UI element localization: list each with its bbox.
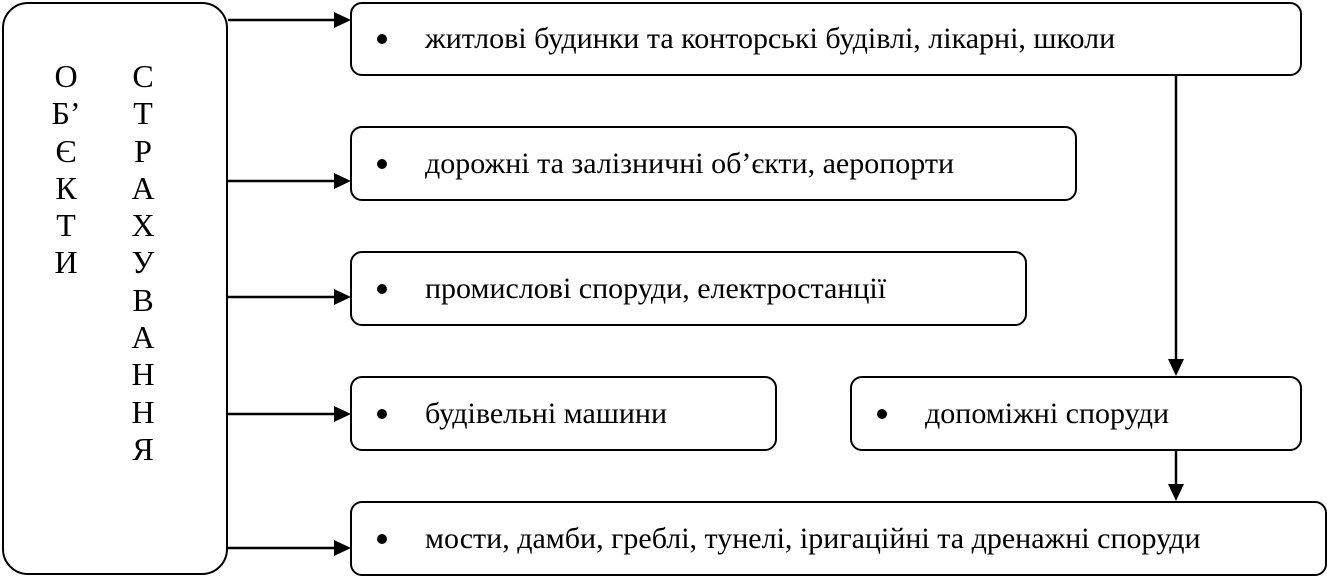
arrowhead-icon — [334, 289, 351, 305]
bullet-icon — [377, 34, 387, 44]
item-box-machines — [350, 376, 777, 451]
title-letter: Т — [56, 207, 76, 244]
item-label: житлові будинки та конторські будівлі, лікарні, школи — [425, 22, 1116, 55]
item-box-transport — [350, 126, 1077, 201]
bullet-icon — [377, 409, 387, 419]
objects-of-insurance-box — [2, 2, 228, 575]
title-letter: Я — [132, 430, 154, 467]
title-letter: А — [131, 169, 155, 206]
title-letter: Н — [131, 356, 155, 393]
item-label: допоміжні споруди — [925, 396, 1170, 430]
title-letter: Т — [133, 95, 153, 132]
title-column-insurance — [126, 58, 160, 468]
title-letter: В — [132, 281, 154, 318]
arrowhead-icon — [334, 540, 351, 556]
bullet-icon — [877, 409, 887, 419]
title-letter: Н — [131, 393, 155, 430]
arrowhead-icon — [334, 406, 351, 422]
bullet-icon — [377, 159, 387, 169]
item-box-auxiliary — [850, 376, 1302, 451]
item-box-residential — [350, 2, 1302, 76]
title-letter: У — [131, 244, 155, 281]
item-label: будівельні машини — [425, 396, 668, 430]
arrowhead-icon — [1168, 359, 1184, 376]
title-letter: Є — [55, 132, 77, 169]
title-column-objects — [50, 58, 82, 282]
item-box-bridges — [350, 501, 1327, 576]
title-letter: И — [54, 244, 78, 281]
bullet-icon — [377, 284, 387, 294]
arrowhead-icon — [1168, 484, 1184, 501]
item-box-industrial — [350, 251, 1027, 326]
title-letter: Р — [134, 132, 152, 169]
bullet-icon — [377, 534, 387, 544]
item-label: дорожні та залізничні об’єкти, аеропорти — [425, 146, 955, 180]
title-letter: Х — [131, 207, 155, 244]
arrowhead-icon — [334, 173, 351, 189]
item-label: промислові споруди, електростанції — [425, 271, 887, 305]
arrowhead-icon — [334, 12, 351, 28]
title-letter: С — [132, 58, 154, 94]
title-letter: А — [131, 319, 155, 356]
title-letter: К — [55, 169, 77, 206]
title-letter: Б’ — [51, 95, 81, 132]
title-letter: О — [54, 58, 78, 94]
item-label: мости, дамби, греблі, тунелі, іригаційні та дренажні споруди — [425, 521, 1201, 555]
